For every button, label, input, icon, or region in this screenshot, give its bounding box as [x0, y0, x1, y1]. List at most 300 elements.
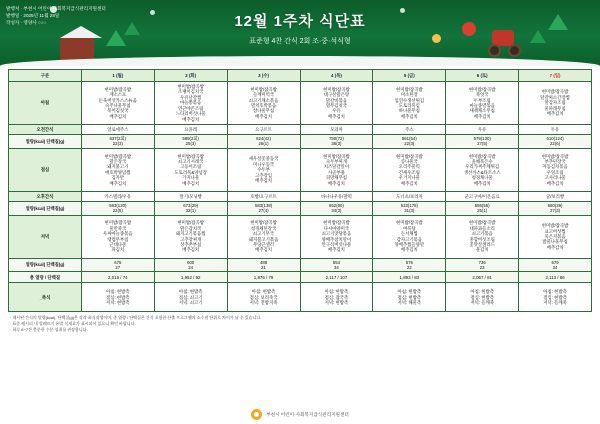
- menu-item: 배추김치: [109, 113, 127, 119]
- snack-cell: [227, 191, 300, 201]
- menu-item: 579(130): [473, 136, 491, 141]
- menu-item: 26(1): [258, 141, 269, 147]
- menu-item: 27: [115, 265, 121, 271]
- menu-item: 홍합버섯조림: [469, 236, 495, 242]
- menu-item: 애호박양념찜: [105, 169, 131, 175]
- menu-item: 624(42): [256, 136, 271, 141]
- header-banner: [0, 0, 600, 66]
- table-row: [9, 201, 592, 215]
- menu-item: 563(120): [109, 202, 127, 208]
- footnote-2: · 표준 레시피 내 알레르기 유발 식재료가 표시되어 있으니 확인 바랍니다.: [10, 321, 136, 327]
- snack-cell: [373, 191, 446, 201]
- menu-item: 배추김치: [327, 180, 345, 186]
- menu-item: 땡컵무부침: [107, 236, 129, 242]
- menu-item: 현미밥/잡곡밥: [250, 86, 277, 92]
- menu-item: 우리가쩌주채튀김: [465, 164, 500, 170]
- menu-item: 들깨미역국: [252, 92, 275, 98]
- menu-item: 25(1): [477, 208, 488, 214]
- note-line: 저녁: 현밥측: [105, 300, 130, 306]
- menu-item: 마늘쫑볶음: [180, 100, 202, 106]
- menu-item: 하나물무침: [398, 108, 420, 114]
- menu-item: 상추촌부침: [180, 242, 202, 248]
- table-row: [9, 215, 592, 258]
- menu-item: 닭갈비볶음: [325, 97, 348, 103]
- menu-item: 바나나우유/찰떡: [320, 193, 352, 199]
- menu-item: 숙두부찌개: [325, 159, 348, 164]
- menu-item: 2,117 / 107: [325, 274, 348, 280]
- menu-item: 호빵/요구르트: [250, 193, 277, 199]
- menu-item: 673(29): [183, 202, 199, 208]
- menu-item: 도토리묵&양념장: [174, 169, 207, 175]
- nutrition-cell: [373, 201, 446, 215]
- menu-item: 북어김칫국: [107, 108, 129, 114]
- menu-item: 34: [334, 265, 339, 271]
- footnote-1: · 제시된 간식의 열량(kcal), 단백질(g)은 각각 최식작생이며, 총 열량 / 단백질은 간식 포함한 산출 프로그램의 소수점 단위로 차이가 날 수 있습니다.: [10, 315, 262, 321]
- snack-cell: [81, 125, 154, 135]
- nutrition-cell: [446, 201, 519, 215]
- snack-cell: [519, 191, 592, 201]
- menu-item: 우유: [332, 108, 341, 114]
- day-number: 6: [476, 72, 480, 78]
- menu-item: 다시마양미국: [323, 225, 350, 231]
- note-cell: [227, 283, 300, 312]
- menu-item: 22(3): [112, 141, 123, 147]
- note-line: 아침: 현밥측: [470, 289, 495, 295]
- menu-item: 22(3): [404, 141, 415, 147]
- nutrition-cell: [519, 135, 592, 149]
- menu-item: 배추김치: [109, 180, 127, 186]
- menu-item: 딸기/모닝빵: [179, 193, 202, 199]
- nutrition-cell: [154, 258, 227, 272]
- note-line: 저녁: 해물측: [397, 300, 422, 306]
- menu-item: 현미밥/잡곡밥: [250, 220, 277, 226]
- menu-item: 연근야콘조림: [177, 105, 204, 111]
- menu-item: 현미밥/잡곡밥: [323, 153, 350, 159]
- menu-item: 돼지불고기볶음: [248, 236, 279, 242]
- menu-item: 모과차: [330, 126, 343, 132]
- note-line: 점심: 보리죽국: [249, 294, 278, 300]
- nutrition-cell: [519, 201, 592, 215]
- menu-item: 수두부: [257, 167, 270, 173]
- menu-item: 건새우조림: [398, 169, 420, 175]
- menu-item: 쇠고기채소볶음: [248, 97, 279, 103]
- day-number: 2: [185, 72, 188, 78]
- column-header-day-2: [154, 70, 227, 82]
- menu-item: 돈육버섯카스스튜움: [98, 97, 137, 103]
- day-number: 3: [258, 72, 261, 78]
- menu-item: 카스텔라/우유: [104, 193, 132, 199]
- menu-item: 현미밥/잡곡밥: [541, 89, 569, 95]
- page-title: 12월 1주차 식단표: [234, 13, 366, 30]
- day-number: 4: [331, 72, 334, 78]
- note-line: 아침: 현밥측: [105, 289, 130, 295]
- day-name: (금): [407, 72, 415, 78]
- total-cell: [446, 272, 519, 283]
- menu-item: 우짜마늘종볶음: [102, 231, 133, 237]
- menu-item: 김자반: [111, 175, 125, 181]
- menu-item: 24: [188, 265, 194, 271]
- publish-date-line: 발행일 · 2025년 11월 28일: [6, 13, 60, 18]
- menu-item: 미니우동국: [252, 161, 275, 167]
- note-line: 점심: 쇠고기: [178, 294, 203, 300]
- menu-item: 660(39): [547, 202, 563, 208]
- menu-item: 돼지불고기: [107, 164, 129, 170]
- menu-item: 부추된장국: [544, 159, 566, 164]
- menu-item: 22(5): [112, 208, 123, 214]
- menu-item: 청경채나물: [471, 175, 493, 181]
- menu-item: 자동김치볶음: [542, 164, 568, 170]
- row-label: 아침: [9, 82, 82, 125]
- menu-item: 고등어조림: [180, 164, 202, 170]
- footer-org-name: 부천시 어린이·사회복지급식관리지원센터: [266, 411, 349, 417]
- center-logo-icon: [251, 409, 262, 420]
- total-cell: [300, 272, 373, 283]
- day-name: (토): [480, 72, 488, 78]
- table-row: [9, 191, 592, 201]
- menu-item: 현미밥/잡곡밥: [541, 153, 569, 159]
- snack-cell: [446, 125, 519, 135]
- menu-item: 556(56): [474, 202, 490, 208]
- menu-item: 맑은장국: [109, 159, 127, 164]
- snack-cell: [300, 191, 373, 201]
- menu-cell: [519, 148, 592, 191]
- note-line: 아침: 현밥측: [543, 289, 567, 295]
- note-cell: [446, 283, 519, 312]
- menu-item: 청경채된장국: [250, 225, 277, 231]
- menu-item: 현미밥/잡곡밥: [104, 86, 132, 92]
- snack-cell: [81, 191, 154, 201]
- menu-item: 요플레: [184, 126, 198, 132]
- menu-item: 554: [332, 259, 341, 265]
- menu-item: 멸치호박볶음: [250, 103, 277, 108]
- nutrition-cell: [227, 201, 300, 215]
- menu-cell: [519, 82, 592, 125]
- total-cell: [154, 272, 227, 283]
- menu-item: 배추김치: [400, 247, 418, 253]
- menu-cell: [373, 215, 446, 258]
- note-line: 저녁: 들깨죽: [543, 300, 567, 306]
- menu-item: 현미밥/잡곡밥: [104, 220, 132, 226]
- table-header-row: [9, 70, 592, 82]
- menu-item: 느타리버섯나물: [175, 111, 206, 117]
- nutrition-cell: [300, 201, 373, 215]
- menu-item: 23: [479, 265, 485, 271]
- menu-item: 2,113 / 86: [545, 274, 565, 280]
- menu-item: 꽃맛살샐러드: [469, 242, 495, 248]
- menu-item: 고사리나물: [544, 175, 566, 181]
- menu-item: 주스: [405, 126, 414, 132]
- menu-item: 25(3): [185, 141, 196, 147]
- column-header-day-3: [227, 70, 300, 82]
- menu-item: 재소스프: [109, 92, 127, 98]
- menu-item: 현미밥/잡곡밥: [177, 220, 205, 226]
- menu-item: 새우살꽃중동국: [248, 156, 279, 162]
- menu-item: 참나물무침: [252, 108, 275, 114]
- menu-item: 27(4): [258, 208, 269, 214]
- day-name: (월): [116, 72, 124, 78]
- note-line: 저녁: 현밥측: [324, 300, 349, 306]
- nutrition-cell: [81, 258, 154, 272]
- menu-item: 올해묵은수: [471, 159, 493, 164]
- nutrition-cell: [446, 258, 519, 272]
- day-name: (화): [188, 72, 197, 78]
- total-cell: [519, 272, 592, 283]
- day-number: 7: [549, 72, 553, 78]
- menu-item: 현미밥/잡곡밥: [177, 153, 205, 159]
- table-row: [9, 125, 592, 135]
- menu-item: 숙주나물무침: [105, 103, 131, 108]
- menu-item: 배추김치: [473, 113, 491, 119]
- total-cell: [373, 272, 446, 283]
- menu-item: 묵은지볶음: [544, 233, 566, 239]
- menu-item: 27(5): [477, 141, 488, 147]
- menu-table: [8, 69, 592, 312]
- menu-item: 치즈달걀말이: [323, 164, 350, 170]
- menu-item: 열무김칫국: [325, 103, 348, 108]
- menu-item: 현미밥/잡곡밥: [323, 220, 350, 226]
- column-header-day-5: [373, 70, 446, 82]
- menu-item: 파김치: [111, 247, 125, 253]
- menu-item: 750(72): [329, 136, 344, 141]
- menu-item: 배추김치: [400, 113, 418, 119]
- menu-item: 감자고기볶음: [396, 236, 423, 242]
- menu-item: 물만죽국: [109, 225, 127, 231]
- menu-item: 여묵탕: [402, 225, 416, 231]
- menu-item: 마늘종멸볶음: [469, 103, 495, 108]
- menu-item: 피망채무침: [325, 175, 348, 181]
- snack-cell: [154, 191, 227, 201]
- row-label: 열량(kcal) 단백질(g): [9, 201, 82, 215]
- menu-item: 488: [259, 259, 268, 265]
- menu-item: 1,893 / 83: [399, 274, 420, 280]
- menu-cell: [154, 215, 227, 258]
- menu-item: 21: [261, 265, 266, 271]
- menu-item: 표고버섯찜: [544, 228, 566, 234]
- menu-item: 현미밥/잡곡밥: [468, 220, 496, 226]
- menu-cell: [519, 215, 592, 258]
- nutrition-cell: [519, 258, 592, 272]
- menu-item: 돈서채찜: [400, 231, 418, 237]
- menu-item: 귤/보리빵: [545, 193, 565, 199]
- menu-item: 물김치: [475, 247, 489, 253]
- footnote-3: · 하루 6~7잔 충분한 수분 섭취를 권장합니다.: [10, 327, 88, 333]
- menu-item: 임연수생선튀김: [394, 97, 425, 103]
- menu-item: 요구르트: [255, 126, 273, 132]
- note-cell: [300, 283, 373, 312]
- menu-item: 알로에주스: [107, 126, 129, 132]
- menu-item: 736: [478, 259, 486, 265]
- menu-item: 대구살맑은탕: [323, 92, 350, 98]
- menu-item: 배추김치: [182, 247, 200, 253]
- menu-item: 현미밥/잡곡밥: [541, 223, 569, 229]
- day-number: 1: [112, 72, 115, 78]
- page-subtitle: 표준형 4찬 간식 2회 조·중·석식형: [249, 38, 351, 45]
- menu-item: 배추김치: [400, 180, 418, 186]
- menu-cell: [154, 148, 227, 191]
- nutrition-cell: [446, 135, 519, 149]
- table-row: [9, 82, 592, 125]
- row-label: 열량(kcal) 단백질(g): [9, 258, 82, 272]
- menu-item: 589(2회): [182, 136, 199, 141]
- row-label: 열량(kcal) 단백질(g): [9, 135, 82, 149]
- menu-item: 우엉조림: [546, 169, 564, 175]
- menu-item: 533(178): [400, 202, 418, 208]
- menu-cell: [300, 148, 373, 191]
- note-cell: [81, 283, 154, 312]
- menu-item: 쇠고기시래국: [177, 159, 204, 164]
- menu-item: 새책채소무침: [469, 108, 495, 114]
- menu-item: 현미밥/잡곡밥: [468, 153, 496, 159]
- menu-cell: [446, 82, 519, 125]
- menu-cell: [446, 215, 519, 258]
- menu-item: 오리주물럭: [398, 164, 420, 170]
- note-line: 저녁: 전밥지죽: [249, 300, 278, 306]
- snack-cell: [519, 125, 592, 135]
- menu-item: 현미밥/잡곡밥: [395, 153, 423, 159]
- menu-item: 32(1): [185, 208, 196, 214]
- menu-item: 군고구마/이온음료: [464, 193, 500, 199]
- menu-item: 현미밥/잡곡밥: [323, 86, 350, 92]
- nutrition-cell: [154, 135, 227, 149]
- snack-cell: [154, 125, 227, 135]
- menu-item: 고추장임: [255, 172, 273, 178]
- menu-cell: [227, 82, 300, 125]
- nutrition-cell: [373, 135, 446, 149]
- menu-item: 22(6): [550, 141, 561, 147]
- menu-item: 쇠고기맛당볶음: [321, 231, 352, 237]
- menu-cell: [373, 82, 446, 125]
- menu-cell: [154, 82, 227, 125]
- menu-item: 배추김치: [473, 180, 491, 186]
- menu-item: 배추김치: [255, 177, 273, 183]
- note-line: 점심: 현밥측: [397, 294, 422, 300]
- menu-item: 두유: [550, 126, 560, 132]
- menu-item: 576: [405, 259, 413, 265]
- menu-item: 652(90): [329, 202, 344, 208]
- table-row: [9, 135, 592, 149]
- menu-item: 미소된장: [400, 92, 418, 98]
- menu-item: 27(3): [550, 208, 561, 214]
- menu-cell: [227, 148, 300, 191]
- menu-item: 현미밥/잡곡밥: [395, 86, 423, 92]
- menu-item: 22: [406, 265, 412, 271]
- menu-item: 현미밥/잡곡밥: [395, 220, 423, 226]
- table-row: [9, 148, 592, 191]
- menu-item: 배추김치: [327, 247, 345, 253]
- day-name: (일): [553, 72, 561, 78]
- nutrition-cell: [81, 135, 154, 149]
- menu-item: 34(3): [331, 208, 342, 214]
- note-line: 아침: 현밥측: [178, 289, 203, 295]
- nutrition-cell: [227, 135, 300, 149]
- menu-cell: [81, 82, 154, 125]
- nutrition-cell: [227, 258, 300, 272]
- menu-item: 밤물나물무침: [542, 239, 568, 245]
- total-cell: [227, 272, 300, 283]
- menu-item: 쇠고기볶음: [471, 231, 493, 237]
- menu-item: 배추김치: [327, 113, 345, 119]
- publisher-line: 발행처 · 부천시 어린이 사회복지급식관리지원센터: [6, 6, 106, 11]
- menu-item: 31(3): [404, 208, 415, 214]
- note-cell: [519, 283, 592, 312]
- menu-item: 대파과들소리: [469, 225, 495, 231]
- day-number: 5: [403, 72, 407, 78]
- menu-item: 달걀찌소간장찜: [540, 94, 570, 100]
- menu-item: 배추김치: [182, 180, 200, 186]
- nutrition-cell: [373, 258, 446, 272]
- note-cell: [154, 283, 227, 312]
- row-label: 저녁: [9, 215, 82, 258]
- column-header-day-1: [81, 70, 154, 82]
- menu-item: 사골부용: [327, 169, 345, 175]
- menu-item: 맑은감치국: [180, 225, 202, 231]
- menu-item: 배추김치: [182, 116, 200, 122]
- day-name: (수): [261, 72, 269, 78]
- menu-cell: [81, 215, 154, 258]
- menu-item: 현미밥/잡곡밥: [468, 86, 496, 92]
- menu-cell: [300, 215, 373, 258]
- menu-item: 배추김치: [546, 244, 564, 250]
- menu-item: 583(138): [254, 202, 273, 208]
- note-line: 점심: 현밥측: [105, 294, 130, 300]
- row-label: _축식: [9, 283, 82, 312]
- note-line: 점심: 현밥측: [543, 294, 567, 300]
- nutrition-cell: [81, 201, 154, 215]
- menu-item: 생선까스&타르소스: [463, 169, 501, 175]
- row-label: 총 열량 / 단백질: [9, 272, 82, 283]
- menu-cell: [446, 148, 519, 191]
- footnotes: [10, 315, 590, 333]
- menu-item: 돼지고기볶음찜: [175, 231, 206, 237]
- note-line: 아침: 현밥측: [251, 289, 276, 295]
- menu-item: 현미밥/잡곡밥: [104, 153, 132, 159]
- row-label: 오후간식: [9, 191, 82, 201]
- menu-cell: [300, 82, 373, 125]
- menu-item: 배추김치: [255, 113, 273, 119]
- nutrition-cell: [300, 135, 373, 149]
- menu-item: 2,057 / 81: [472, 274, 492, 280]
- menu-item: 도토리묵임: [398, 103, 420, 108]
- menu-item: 고추장찌개: [180, 236, 202, 242]
- row-label: 오전간식: [9, 125, 82, 135]
- menu-cell: [373, 148, 446, 191]
- row-label: 점심: [9, 148, 82, 191]
- menu-cell: [81, 148, 154, 191]
- note-line: 저녁: 들깨죽: [470, 300, 495, 306]
- nutrition-cell: [300, 258, 373, 272]
- menu-item: 도너츠/보리차: [395, 193, 423, 199]
- menu-item: 우유: [477, 126, 487, 132]
- menu-item: 1,876 / 79: [253, 274, 274, 280]
- menu-item: 679: [551, 259, 559, 265]
- note-cell: [373, 283, 446, 312]
- menu-item: 배추김치: [546, 180, 564, 186]
- menu-item: 610(124): [546, 136, 564, 141]
- menu-item: 637(2회): [109, 136, 127, 141]
- column-header-day-4: [300, 70, 373, 82]
- nutrition-cell: [154, 201, 227, 215]
- note-line: 점심: 잡국측: [324, 294, 349, 300]
- menu-item: 양배추참치말이: [321, 236, 352, 242]
- snack-cell: [300, 125, 373, 135]
- menu-item: 알감자조림: [544, 100, 566, 106]
- note-line: 아침: 현밥측: [397, 289, 422, 295]
- author-line: 작성자 · 영양사 ○○○: [6, 20, 47, 25]
- title-block: [0, 10, 600, 46]
- menu-item: 북엇국: [475, 92, 489, 98]
- menu-item: 두부조림: [473, 97, 491, 103]
- table-row: [9, 283, 592, 312]
